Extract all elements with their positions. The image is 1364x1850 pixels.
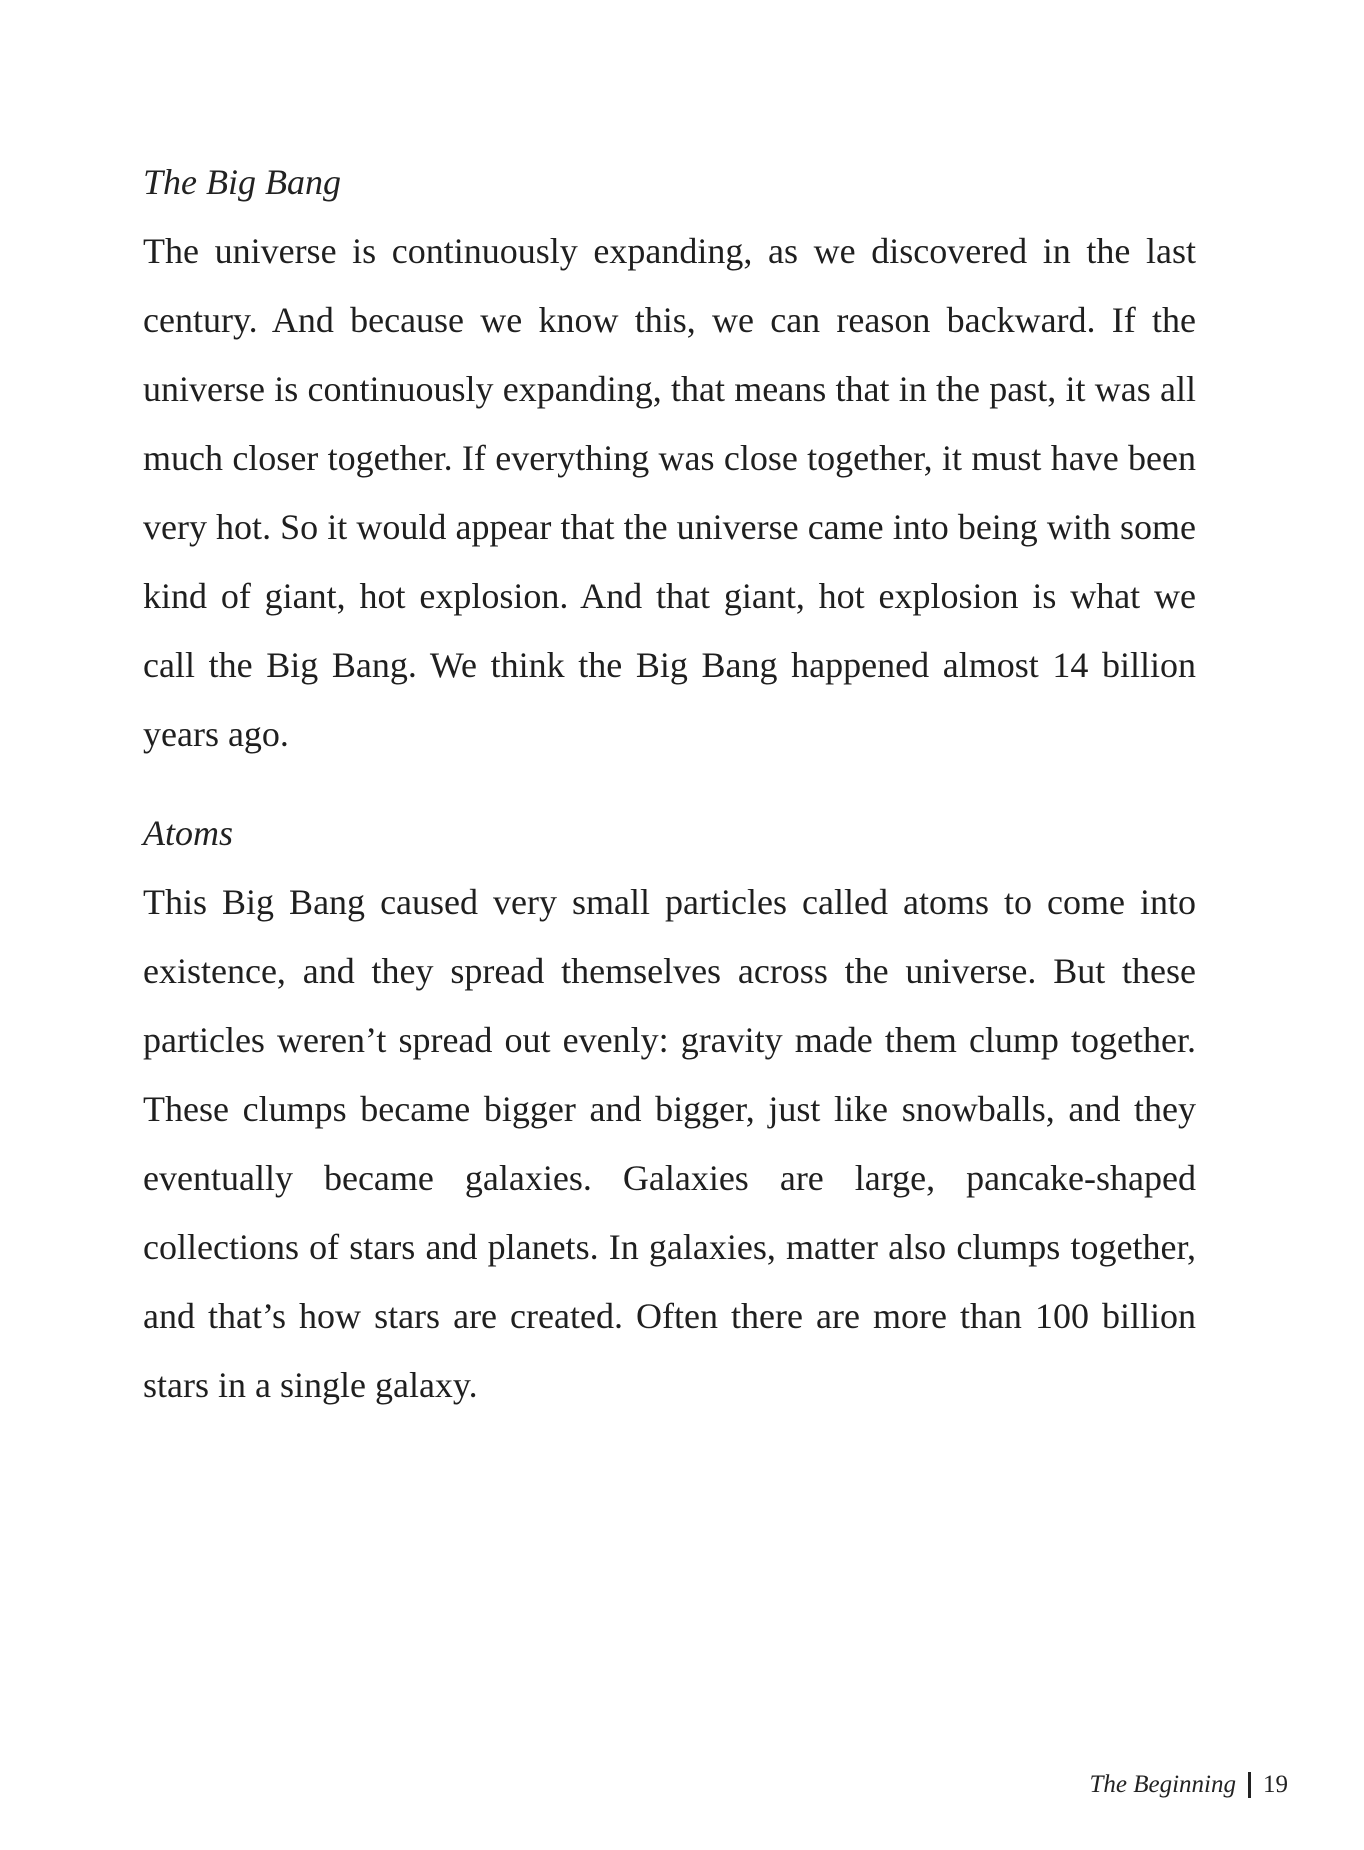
- section-paragraph: The universe is continuously expanding, as we discovered in the last century. And because we know this, we can reason backward. If the universe is continuously expanding, that means that in the past, it was all much closer together. If everything was close together, it must have been very hot. So it would appear that the universe came into being with some kind of giant, hot explosion. And that giant, hot explosion is what we call the Big Bang. We think the Big Bang happened almost 14 billion years ago.: [143, 231, 1196, 754]
- footer-separator: [1248, 1772, 1251, 1798]
- section-paragraph: This Big Bang caused very small particles called atoms to come into existence, and they spread themselves across the universe. But these particles weren’t spread out evenly: gravity made them clump together. These clumps became bigger and bigger, just like snowballs, and they eventually became galaxies. Galaxies are large, pancake-shaped collections of stars and planets. In galaxies, matter also clumps together, and that’s how stars are created. Often there are more than 100 billion stars in a single galaxy.: [143, 882, 1196, 1405]
- page-content: [143, 148, 1196, 1420]
- section-heading: The Big Bang: [143, 162, 341, 202]
- page-number: 19: [1263, 1771, 1288, 1798]
- page-footer: [1089, 1771, 1288, 1799]
- section-atoms: [143, 799, 1196, 1420]
- section-heading: Atoms: [143, 813, 233, 853]
- running-title: The Beginning: [1089, 1771, 1236, 1798]
- section-big-bang: [143, 148, 1196, 769]
